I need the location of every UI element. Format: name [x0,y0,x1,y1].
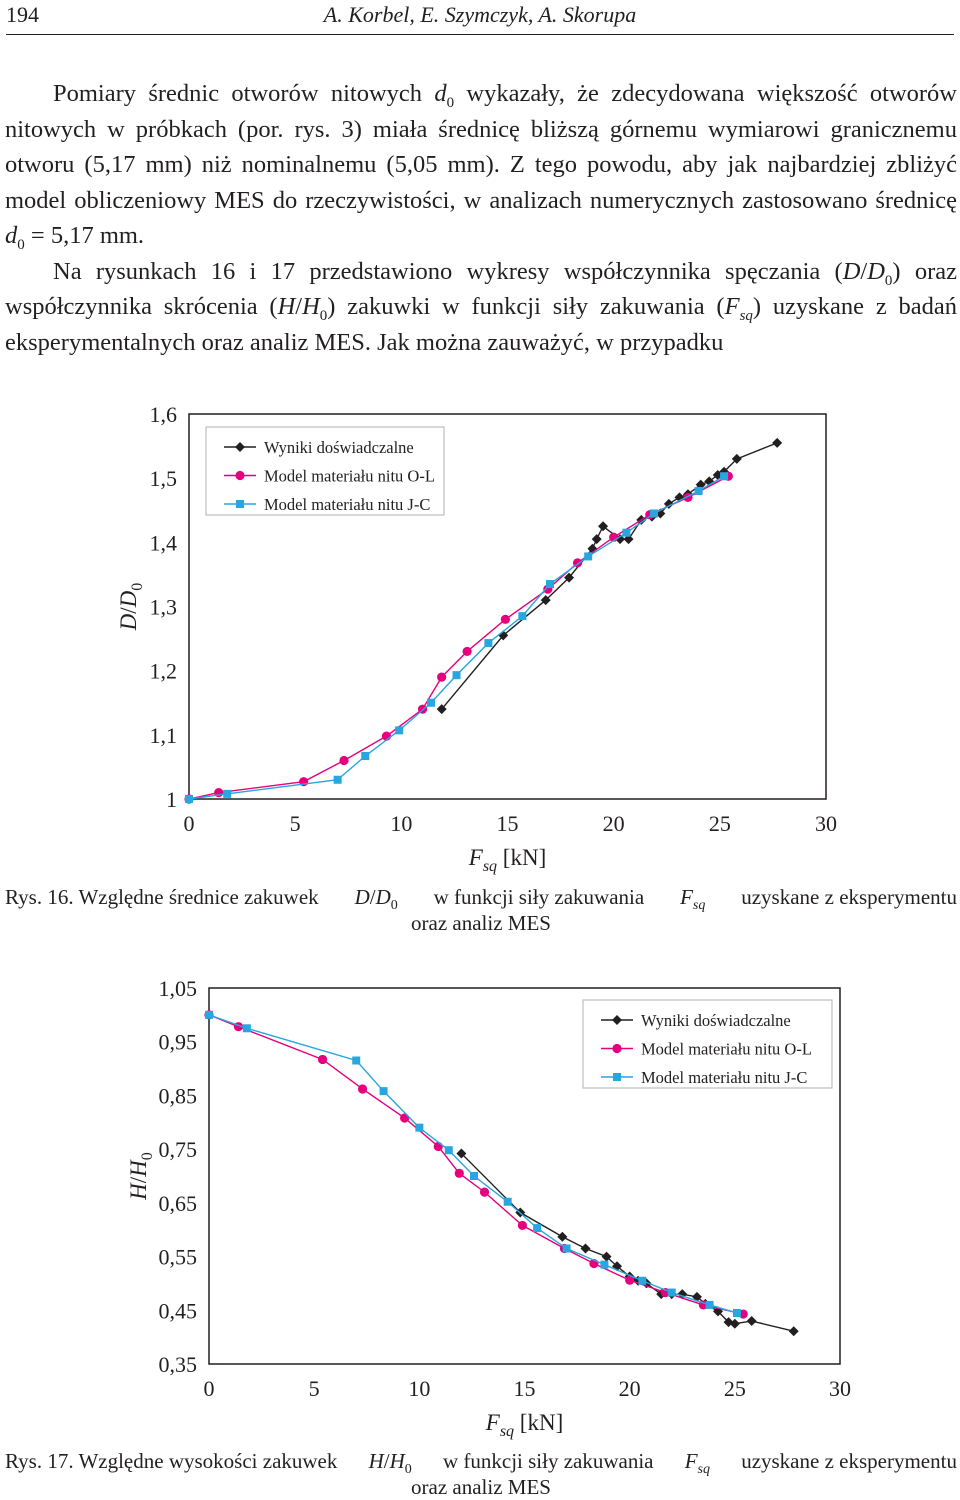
y-tick-label: 0,35 [158,1352,197,1377]
data-point [789,1326,799,1336]
x-tick-label: 10 [390,811,413,836]
figure-17-caption: Rys. 17. Względne wysokości zakuwek $H/H_0$ w funkcji siły zakuwania $F_{sq}$ uzyskane z eksperymentu oraz analiz MES [5,1449,957,1499]
legend-marker [612,1044,621,1053]
data-point [318,1055,327,1064]
x-tick-label: 15 [513,1376,536,1401]
y-axis-label: $D/D_0$ [116,582,146,631]
data-point [592,534,602,544]
figure-16-caption: Rys. 16. Względne średnice zakuwek $D/D_0$ w funkcji siły zakuwania $F_{sq}$ uzyskane z eksperymentu oraz analiz MES [5,885,957,935]
legend-label: Model materiału nitu O-L [641,1039,812,1059]
y-axis-label: $H/H_0$ [126,1152,156,1200]
data-point [772,438,782,448]
x-axis-label: $F_{sq}$ [kN] [468,845,547,875]
x-tick-label: 20 [602,811,625,836]
paragraph-2: Na rysunkach 16 i 17 przedstawiono wykresy współczynnika spęczania $(D/D_0)$ oraz współczynnika skrócenia $(H/H_0)$ zakuwki w funkcji siły zakuwania $(F_{sq})$ uzyskane z badań eksperymentalnych oraz analiz MES. Jak można zauważyć, w przypadku [5,257,957,356]
x-tick-label: 0 [183,811,195,836]
page-number: 194 [6,2,39,27]
series-line [442,443,777,709]
legend-marker [236,500,244,508]
data-point [243,1024,251,1032]
data-point [437,672,446,681]
x-tick-label: 30 [829,1376,851,1401]
data-point [501,615,510,624]
x-tick-label: 15 [496,811,519,836]
data-point [427,699,435,707]
legend-label: Model materiału nitu J-C [264,495,431,514]
legend-label: Model materiału nitu O-L [264,466,435,486]
data-point [504,1198,512,1206]
y-tick-label: 0,65 [158,1190,197,1216]
data-point [747,1316,757,1326]
x-axis-label: $F_{sq}$ [kN] [485,1410,564,1440]
y-tick-label: 0,95 [158,1029,197,1055]
x-tick-label: 0 [203,1376,215,1401]
data-point [395,726,403,734]
y-tick-label: 1,5 [149,466,177,492]
paragraph-1: Pomiary średnic otworów nitowych $d_0$ wykazały, że zdecydowana większość otworów nitowych w próbkach (por. rys. 3) miała średnicę bliższą górnemu wymiarowi granicznemu otworu (5,17 mm) niż nominalnemu (5,05 mm). Z tego powodu, aby jak najbardziej zbliżyć model obliczeniowy MES do rzeczywistości, w analizach numerycznych zastosowano średnicę $d_0 = 5,17$ mm. [5,80,957,253]
data-point [334,776,342,784]
legend-label: Wyniki doświadczalne [264,438,414,457]
x-tick-label: 20 [618,1376,641,1401]
data-point [622,529,630,537]
series-line [461,1153,793,1331]
data-point [339,756,348,765]
data-point [518,612,526,620]
x-tick-label: 10 [408,1376,431,1401]
x-tick-label: 25 [708,811,731,836]
figure-17-chart [0,955,960,1445]
data-point [533,1224,541,1232]
series [456,1148,798,1336]
data-point [463,647,472,656]
data-point [557,1232,567,1242]
figure-16-chart [0,380,960,880]
y-tick-label: 1,1 [149,722,177,748]
legend-label: Model materiału nitu J-C [641,1068,808,1087]
data-point [470,1172,478,1180]
y-tick-label: 1,2 [149,658,177,684]
y-tick-label: 1 [166,787,177,812]
data-point [445,1146,453,1154]
y-tick-label: 1,4 [149,530,177,556]
data-point [600,1261,608,1269]
data-point [563,1245,571,1253]
data-point [733,1309,741,1317]
legend-marker [613,1073,621,1081]
data-point [434,1142,443,1151]
data-point [720,472,728,480]
series-line [189,476,728,799]
data-point [358,1084,367,1093]
data-point [695,487,703,495]
series-line [189,476,724,799]
x-tick-label: 25 [723,1376,746,1401]
y-tick-label: 0,75 [158,1137,197,1163]
data-point [400,1113,409,1122]
body-text [5,76,957,360]
legend-marker [235,471,244,480]
data-point [706,1301,714,1309]
data-point [584,552,592,560]
x-tick-label: 5 [289,811,301,836]
series [184,472,733,804]
data-point [205,1011,213,1019]
data-point [223,790,231,798]
data-point [185,795,193,803]
data-point [546,580,554,588]
running-head-authors: A. Korbel, E. Szymczyk, A. Skorupa [323,2,637,27]
data-point [361,752,369,760]
data-point [638,1277,646,1285]
x-tick-label: 5 [308,1376,320,1401]
data-point [518,1221,527,1230]
y-tick-label: 0,55 [158,1244,197,1270]
x-tick-label: 30 [815,811,837,836]
data-point [650,509,658,517]
legend-label: Wyniki doświadczalne [641,1011,791,1030]
y-tick-label: 0,85 [158,1083,197,1109]
data-point [453,671,461,679]
data-point [580,1244,590,1254]
data-point [480,1188,489,1197]
y-tick-label: 1,6 [149,402,177,427]
page-header [6,0,954,35]
y-tick-label: 0,45 [158,1298,197,1324]
data-point [380,1087,388,1095]
data-point [352,1057,360,1065]
data-point [668,1289,676,1297]
data-point [455,1169,464,1178]
series [185,472,728,803]
data-point [415,1124,423,1132]
y-tick-label: 1,3 [149,594,177,620]
data-point [484,639,492,647]
y-tick-label: 1,05 [158,976,197,1001]
